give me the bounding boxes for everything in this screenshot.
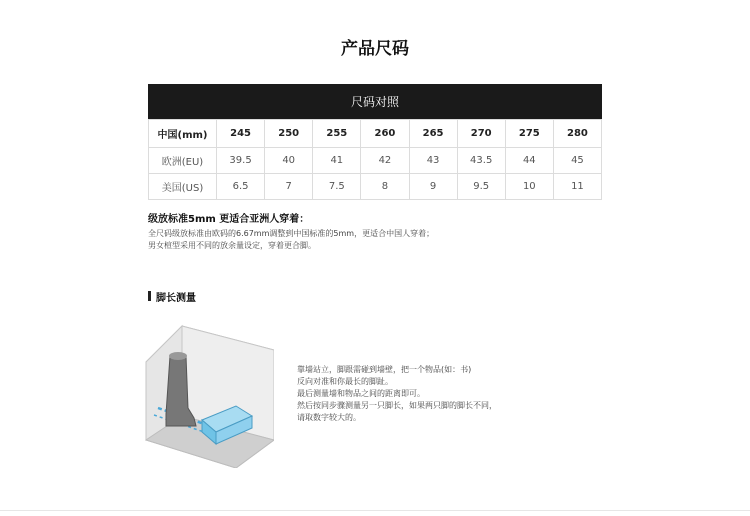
note-line: 全尺码级放标准由欧码的6.67mm调整到中国标准的5mm，更适合中国人穿着； (148, 229, 435, 238)
note-line: 男女楦型采用不同的放余量设定，穿着更合脚。 (148, 241, 316, 250)
note-title: 级放标准5mm 更适合亚洲人穿着： (148, 214, 310, 225)
size-chart-table (148, 119, 602, 200)
size-cell: 39.5 (217, 148, 265, 174)
size-cell: 41 (313, 148, 361, 174)
size-cell: 11 (553, 174, 601, 200)
size-cell: 245 (217, 120, 265, 148)
size-cell: 265 (409, 120, 457, 148)
row-label: 中国(mm) (149, 120, 217, 148)
size-cell: 280 (553, 120, 601, 148)
table-row-cn (149, 120, 602, 148)
size-cell: 9.5 (457, 174, 505, 200)
size-cell: 250 (265, 120, 313, 148)
instruction-line: 最后测量墙和物品之间的距离即可。 (297, 389, 425, 398)
size-cell: 43 (409, 148, 457, 174)
foot-measure-illustration (144, 322, 274, 468)
size-cell: 255 (313, 120, 361, 148)
size-table-header-label: 尺码对照 (350, 95, 399, 109)
size-cell: 40 (265, 148, 313, 174)
row-label: 欧洲(EU) (149, 148, 217, 174)
size-cell: 7 (265, 174, 313, 200)
size-table-header (148, 84, 602, 119)
size-cell: 260 (361, 120, 409, 148)
size-cell: 10 (505, 174, 553, 200)
size-cell: 8 (361, 174, 409, 200)
size-cell: 7.5 (313, 174, 361, 200)
instruction-line: 反向对准和你最长的脚趾。 (297, 377, 393, 386)
section-marker (148, 291, 151, 301)
instruction-line: 然后按同步骤测量另一只脚长，如果两只脚的脚长不同， (297, 401, 497, 410)
page-title: 产品尺码 (341, 39, 409, 59)
instruction-line: 靠墙站立，脚跟需碰到墙壁，把一个物品(如：书) (297, 365, 472, 374)
size-cell: 43.5 (457, 148, 505, 174)
instruction-line: 请取数字较大的。 (297, 413, 361, 422)
row-label: 美国(US) (149, 174, 217, 200)
size-cell: 42 (361, 148, 409, 174)
section-title: 脚长测量 (156, 293, 196, 304)
size-cell: 275 (505, 120, 553, 148)
table-row-us (149, 174, 602, 200)
size-cell: 45 (553, 148, 601, 174)
table-row-eu (149, 148, 602, 174)
size-cell: 9 (409, 174, 457, 200)
size-cell: 6.5 (217, 174, 265, 200)
size-cell: 44 (505, 148, 553, 174)
size-cell: 270 (457, 120, 505, 148)
bottom-divider (0, 510, 750, 511)
